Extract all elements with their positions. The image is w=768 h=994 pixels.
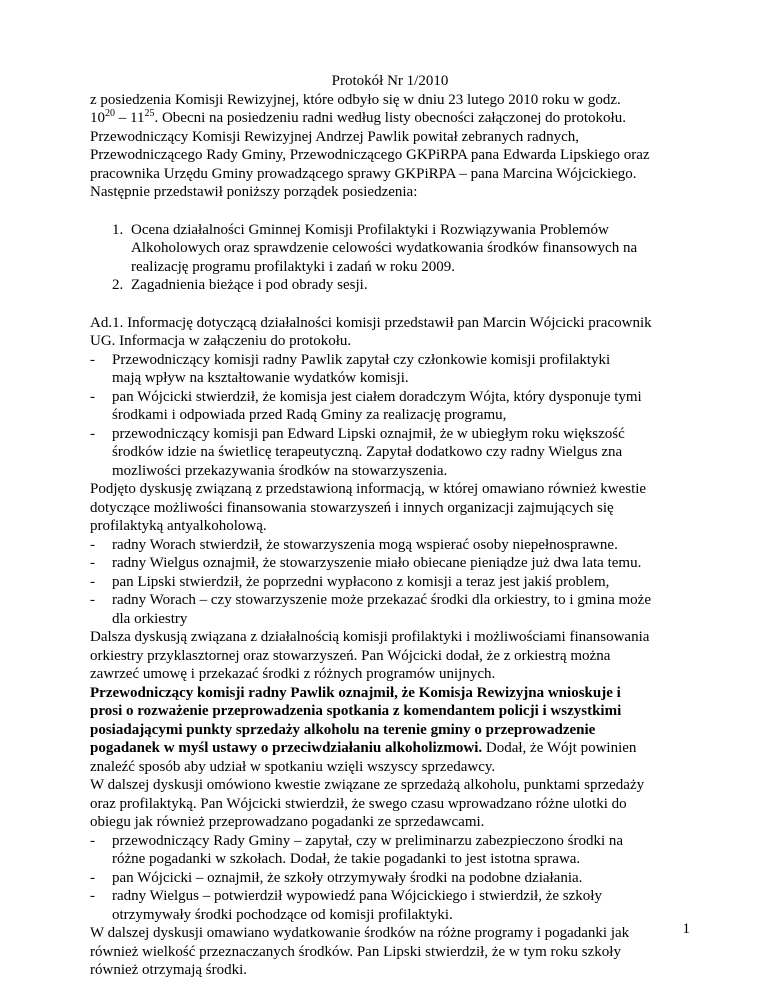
dash-marker: - — [90, 555, 95, 571]
agenda-text: Alkoholowych oraz sprawdzenie celowości wydatkowania środków finansowych na — [131, 240, 638, 256]
body-line: W dalszej dyskusji omówiono kwestie związane ze sprzedażą alkoholu, punktami sprzedaży — [90, 777, 645, 793]
bold-line: pogadanek w myśl ustawy o przeciwdziałaniu alkoholizmowi. — [90, 740, 483, 756]
body-line: UG. Informacja w załączeniu do protokołu. — [90, 333, 352, 349]
dash-line: przewodniczący Rady Gminy – zapytał, czy w preliminarzu zabezpieczono środki na — [112, 832, 624, 849]
dash-item — [90, 351, 690, 388]
intro-paragraph — [90, 91, 690, 202]
time-end-minutes: 25 — [144, 108, 155, 119]
dash-item — [90, 591, 690, 628]
dash-line: radny Worach – czy stowarzyszenie może przekazać środki dla orkiestry, to i gmina może — [112, 592, 651, 608]
time-start: 10 — [90, 110, 105, 126]
time-end: 11 — [130, 110, 145, 126]
body-line: profilaktyką antyalkoholową. — [90, 518, 267, 534]
dash-marker: - — [90, 573, 95, 590]
dash-line: pan Wójcicki – oznajmił, że szkoły otrzymywały środki na podobne działania. — [112, 869, 583, 886]
time-separator: – — [115, 110, 130, 126]
body-line: Dalsza dyskusją związana z działalnością komisji profilaktyki i możliwościami finansowania — [90, 629, 650, 645]
dash-line: mają wpływ na kształtowanie wydatków komisji. — [112, 370, 409, 386]
agenda-text: Zagadnienia bieżące i pod obrady sesji. — [131, 277, 368, 293]
agenda-text: realizację programu profilaktyki i zadań w roku 2009. — [131, 258, 456, 275]
agenda-number: 1. — [112, 221, 124, 238]
dash-marker: - — [90, 536, 95, 553]
bold-line: posiadającymi punkty sprzedaży alkoholu na terenie gminy o przeprowadzenie — [90, 721, 596, 738]
dash-line: radny Wielgus oznajmił, że stowarzyszenie miało obiecane pieniądze już dwa lata temu. — [112, 555, 642, 571]
body-line: dotyczące możliwości finansowania stowarzyszeń i innych organizacji zajmujących się — [90, 499, 614, 516]
page-number: 1 — [682, 921, 690, 937]
bold-line: Przewodniczący komisji radny Pawlik oznajmił, że Komisja Rewizyjna wnioskuje i — [90, 684, 621, 701]
body-line: Dodał, że Wójt powinien — [482, 740, 637, 756]
intro-line: . Obecni na posiedzeniu radni według listy obecności załączonej do protokołu. — [154, 110, 626, 126]
intro-time-line — [90, 109, 690, 128]
document-page — [90, 72, 690, 980]
document-title: Protokół Nr 1/2010 — [331, 73, 449, 89]
dash-marker: - — [90, 888, 95, 904]
intro-line: Następnie przedstawił poniższy porządek posiedzenia: — [90, 184, 418, 200]
dash-item — [90, 388, 690, 425]
intro-line: pracownika Urzędu Gminy prowadzącego sprawy GKPiRPA – pana Marcina Wójcickiego. — [90, 165, 637, 182]
intro-line: Przewodniczący Komisji Rewizyjnej Andrzej Pawlik powitał zebranych radnych, — [90, 128, 580, 145]
dash-item — [90, 887, 690, 924]
body-line: Podjęto dyskusję związaną z przedstawioną informacją, w której omawiano również kwestie — [90, 481, 647, 497]
dash-line: mozliwości przekazywania środków na stowarzyszenia. — [112, 462, 448, 479]
dash-item — [90, 869, 690, 888]
dash-item — [90, 832, 690, 869]
dash-item — [90, 573, 690, 592]
dash-marker: - — [90, 425, 95, 442]
dash-marker: - — [90, 869, 95, 886]
dash-line: różne pogadanki w szkołach. Dodał, że takie pogadanki to jest istotna sprawa. — [112, 851, 581, 867]
dash-line: środkami i odpowiada przed Radą Gminy za realizację programu, — [112, 407, 507, 423]
body-line: oraz profilaktyką. Pan Wójcicki stwierdził, że swego czasu wprowadzano różne ulotki do — [90, 795, 627, 812]
intro-line: z posiedzenia Komisji Rewizyjnej, które odbyło się w dniu 23 lutego 2010 roku w godz. — [90, 91, 621, 108]
dash-marker: - — [90, 592, 95, 608]
agenda-item — [90, 276, 690, 295]
dash-marker: - — [90, 388, 95, 405]
body-line: znaleźć sposób aby udział w spotkaniu wzięli wszyscy sprzedawcy. — [90, 758, 496, 775]
dash-item — [90, 554, 690, 573]
body-text — [90, 314, 690, 980]
bold-line: prosi o rozważenie przeprowadzenia spotkania z komendantem policji i wszystkimi — [90, 703, 622, 719]
bold-statement — [90, 684, 690, 703]
body-line: orkiestry przyklasztornej oraz stowarzyszeń. Pan Wójcicki dodał, że z orkiestrą można — [90, 647, 611, 664]
dash-line: radny Worach stwierdził, że stowarzyszenia mogą wspierać osoby niepełnosprawne. — [112, 536, 618, 553]
body-line: W dalszej dyskusji omawiano wydatkowanie środków na różne programy i pogadanki jak — [90, 925, 630, 941]
dash-marker: - — [90, 832, 95, 849]
agenda-number: 2. — [112, 277, 124, 293]
dash-line: dla orkiestry — [112, 610, 188, 627]
agenda-item — [90, 221, 690, 277]
body-line: obiegu jak również przeprowadzano pogadanki ze sprzedawcami. — [90, 814, 485, 830]
body-line: również otrzymają środki. — [90, 962, 248, 978]
dash-line: otrzymywały środki pochodzące od komisji profilaktyki. — [112, 906, 453, 923]
dash-line: pan Lipski stwierdził, że poprzedni wypłacono z komisji a teraz jest jakiś problem, — [112, 573, 610, 590]
time-start-minutes: 20 — [105, 108, 115, 119]
body-line: również wielkość przeznaczanych środków. Pan Lipski stwierdził, że w tym roku szkoły — [90, 943, 621, 960]
body-line: Ad.1. Informację dotyczącą działalności komisji przedstawił pan Marcin Wójcicki pracownik — [90, 314, 652, 331]
body-line: zawrzeć umowę i przekazać środki z różnych programów unijnych. — [90, 666, 496, 682]
dash-line: Przewodniczący komisji radny Pawlik zapytał czy członkowie komisji profilaktyki — [112, 351, 611, 368]
dash-line: środków idzie na świetlicę terapeutyczną. Zapytał dodatkowo czy radny Wielgus zna — [112, 444, 623, 460]
bold-statement — [90, 739, 690, 758]
dash-line: przewodniczący komisji pan Edward Lipski oznajmił, że w ubiegłym roku większość — [112, 425, 625, 442]
bold-statement — [90, 721, 690, 740]
agenda-text: Ocena działalności Gminnej Komisji Profilaktyki i Rozwiązywania Problemów — [131, 221, 609, 238]
dash-item — [90, 536, 690, 555]
intro-line: Przewodniczącego Rady Gminy, Przewodniczącego GKPiRPA pana Edwarda Lipskiego oraz — [90, 147, 650, 163]
dash-item — [90, 425, 690, 481]
dash-line: radny Wielgus – potwierdził wypowiedź pana Wójcickiego i stwierdził, że szkoły — [112, 888, 602, 904]
dash-marker: - — [90, 351, 95, 368]
dash-line: pan Wójcicki stwierdził, że komisja jest ciałem doradczym Wójta, który dysponuje tymi — [112, 388, 642, 405]
agenda-list — [90, 221, 690, 295]
bold-statement — [90, 702, 690, 721]
